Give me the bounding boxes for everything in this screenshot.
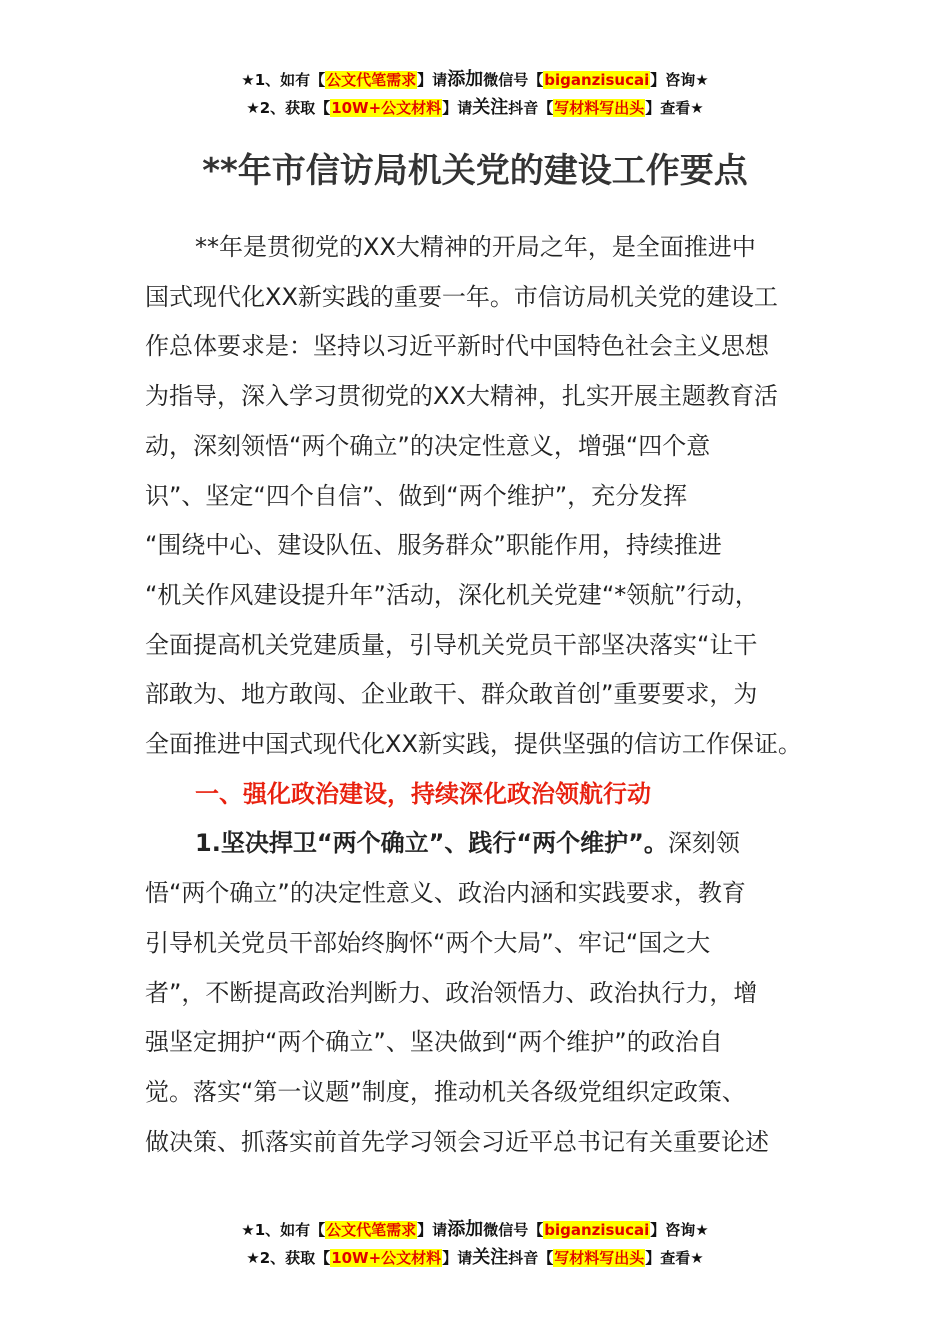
promo-text: 抖音【	[508, 99, 554, 117]
promo-text: ★1、如有【	[241, 71, 326, 89]
paragraph-line: **年是贯彻党的XX大精神的开局之年，是全面推进中	[195, 233, 756, 261]
item-paragraph	[145, 819, 825, 1167]
paragraph-line: 为指导，深入学习贯彻党的XX大精神，扎实开展主题教育活	[145, 382, 778, 411]
paragraph-line: 国式现代化XX新实践的重要一年。市信访局机关党的建设工	[145, 282, 778, 311]
section-heading-text: 一、强化政治建设，持续深化政治领航行动	[195, 779, 651, 808]
promo-text: 】咨询★	[650, 71, 709, 89]
promo-line-2	[0, 1244, 950, 1272]
top-promo-banner	[0, 66, 950, 122]
promo-text: 微信号【	[483, 1221, 544, 1239]
paragraph-line: 动，深刻领悟“两个确立”的决定性意义，增强“四个意	[145, 431, 711, 460]
promo-text: ★2、获取【	[246, 1249, 331, 1267]
promo-highlight: biganzisucai	[544, 71, 650, 89]
paragraph-line: 做决策、抓落实前首先学习领会习近平总书记有关重要论述	[145, 1127, 769, 1156]
promo-text: ★1、如有【	[241, 1221, 326, 1239]
promo-line-1	[0, 1216, 950, 1244]
promo-highlight: 公文代笔需求	[326, 71, 417, 89]
promo-text: 】请	[442, 99, 473, 117]
promo-line-1	[0, 66, 950, 94]
promo-highlight: 公文代笔需求	[326, 1221, 417, 1239]
promo-text: 】请	[442, 1249, 473, 1267]
promo-text: 】请	[417, 1221, 448, 1239]
promo-line-2	[0, 94, 950, 122]
paragraph-line: 作总体要求是：坚持以习近平新时代中国特色社会主义思想	[145, 332, 769, 361]
promo-text: 】请	[417, 71, 448, 89]
item-lead-rest: 深刻领	[667, 829, 740, 858]
intro-paragraph	[145, 223, 825, 770]
paragraph-line: 部敢为、地方敢闯、企业敢干、群众敢首创”重要要求，为	[145, 680, 758, 709]
item-lead: 1.坚决捍卫“两个确立”、践行“两个维护”。	[195, 829, 668, 858]
promo-emphasis: 添加	[447, 69, 484, 90]
promo-highlight: 写材料写出头	[554, 99, 645, 117]
document-body	[145, 223, 825, 1167]
paragraph-line: 悟“两个确立”的决定性意义、政治内涵和实践要求，教育	[145, 879, 746, 908]
promo-emphasis: 关注	[472, 97, 509, 118]
paragraph-line	[145, 819, 825, 869]
paragraph-line: 觉。落实“第一议题”制度，推动机关各级党组织定政策、	[145, 1077, 746, 1106]
paragraph-line: “围绕中心、建设队伍、服务群众”职能作用，持续推进	[145, 531, 722, 560]
promo-text: 抖音【	[508, 1249, 554, 1267]
paragraph-line: 者”，不断提高政治判断力、政治领悟力、政治执行力，增	[145, 978, 758, 1007]
promo-text: 】查看★	[645, 99, 704, 117]
paragraph-line: “机关作风建设提升年”活动，深化机关党建“*领航”行动，	[145, 580, 759, 609]
promo-highlight: 10W+公文材料	[331, 1249, 442, 1267]
promo-text: ★2、获取【	[246, 99, 331, 117]
bottom-promo-banner	[0, 1216, 950, 1272]
paragraph-line: 全面推进中国式现代化XX新实践，提供坚强的信访工作保证。	[145, 730, 802, 759]
promo-text: 微信号【	[483, 71, 544, 89]
document-title: **年市信访局机关党的建设工作要点	[202, 151, 748, 191]
paragraph-line: 识”、坚定“四个自信”、做到“两个维护”，充分发挥	[145, 481, 688, 510]
section-heading	[145, 770, 825, 820]
promo-highlight: 写材料写出头	[554, 1249, 645, 1267]
promo-highlight: 10W+公文材料	[331, 99, 442, 117]
promo-text: 】查看★	[645, 1249, 704, 1267]
paragraph-line: 强坚定拥护“两个确立”、坚决做到“两个维护”的政治自	[145, 1028, 723, 1057]
promo-highlight: biganzisucai	[544, 1221, 650, 1239]
paragraph-line: 引导机关党员干部始终胸怀“两个大局”、牢记“国之大	[145, 928, 711, 957]
promo-emphasis: 关注	[472, 1247, 509, 1268]
promo-emphasis: 添加	[447, 1219, 484, 1240]
promo-text: 】咨询★	[650, 1221, 709, 1239]
paragraph-line: 全面提高机关党建质量，引导机关党员干部坚决落实“让干	[145, 630, 758, 659]
